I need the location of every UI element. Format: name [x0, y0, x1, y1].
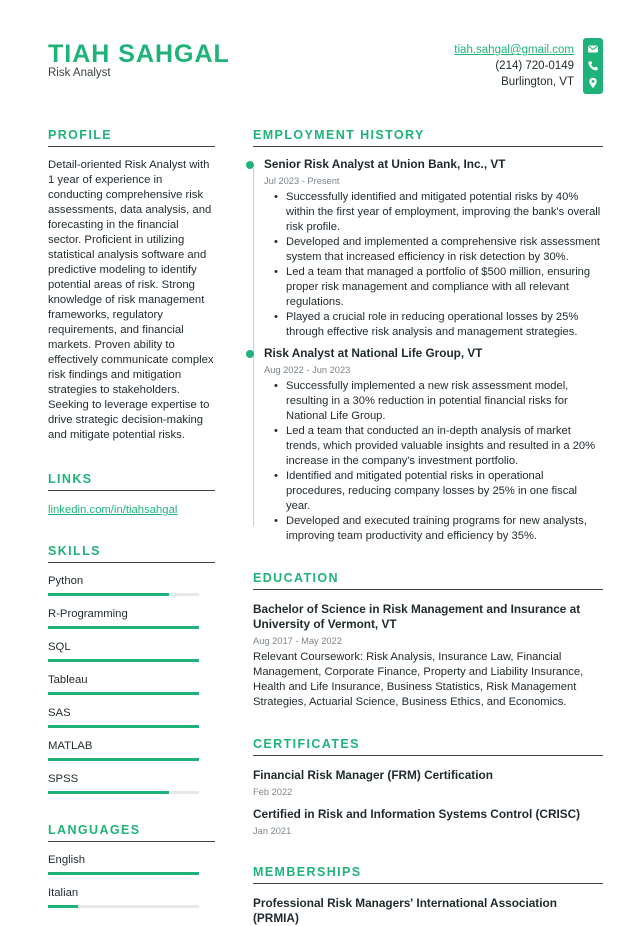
list-item: • Developed and executed training programs for new analysts, improving team productivity and efficiency by 35%. — [286, 514, 603, 544]
skill-level-fill — [48, 758, 199, 761]
location-pin-icon — [587, 77, 599, 89]
certificates-section — [253, 737, 603, 837]
language-item — [48, 886, 215, 908]
job-title: Risk Analyst at National Life Group, VT — [264, 346, 483, 360]
job-dates: Aug 2022 - Jun 2023 — [264, 365, 351, 375]
skill-name: SAS — [48, 707, 71, 719]
skill-name: R-Programming — [48, 608, 128, 620]
skill-item — [48, 739, 215, 761]
list-item: • Developed and implemented a comprehensive risk assessment system that increased efficiency in risk detection by 30%. — [286, 235, 603, 265]
skill-name: SPSS — [48, 773, 79, 785]
phone-icon — [587, 60, 599, 72]
job-title: Senior Risk Analyst at Union Bank, Inc., VT — [264, 157, 506, 171]
list-item: • Led a team that conducted an in-depth analysis of market trends, which provided valuable insights and resulted in a 20% increase in the company's investment portfolio. — [286, 424, 603, 469]
language-level-fill — [48, 872, 199, 875]
skill-item — [48, 574, 215, 596]
languages-section — [48, 823, 215, 908]
skill-name: Tableau — [48, 674, 88, 686]
envelope-icon — [587, 43, 599, 55]
location-text: Burlington, VT — [501, 76, 574, 88]
profile-heading: PROFILE — [48, 128, 112, 142]
certificate-date: Feb 2022 — [253, 787, 293, 797]
language-name: Italian — [48, 887, 79, 899]
email-link[interactable]: tiah.sahgal@gmail.com — [454, 44, 574, 56]
divider — [253, 883, 603, 884]
skill-level-bar — [48, 593, 199, 596]
profile-section — [48, 128, 215, 443]
skill-level-fill — [48, 725, 199, 728]
divider — [48, 841, 215, 842]
skills-section — [48, 544, 215, 794]
skill-name: MATLAB — [48, 740, 93, 752]
skill-level-fill — [48, 593, 169, 596]
certificate-name: Certified in Risk and Information Systems Control (CRISC) — [253, 807, 581, 821]
skill-name: SQL — [48, 641, 71, 653]
divider — [253, 146, 603, 147]
timeline-dot — [246, 161, 254, 169]
certificate-date: Jan 2021 — [253, 826, 292, 836]
divider — [253, 589, 603, 590]
list-item: • Successfully identified and mitigated potential risks by 40% within the first year of employment, improving the bank's overall risk profile. — [286, 190, 603, 235]
job-entry — [253, 157, 603, 340]
employment-heading: EMPLOYMENT HISTORY — [253, 128, 425, 142]
timeline-dot — [246, 350, 254, 358]
linkedin-link[interactable]: linkedin.com/in/tiahsahgal — [48, 504, 178, 516]
language-name: English — [48, 854, 86, 866]
list-item: • Successfully implemented a new risk assessment model, resulting in a 30% reduction in potential financial risks for National Life Group. — [286, 379, 603, 424]
skills-heading: SKILLS — [48, 544, 101, 558]
language-item — [48, 853, 215, 875]
skill-level-bar — [48, 791, 199, 794]
skill-level-fill — [48, 659, 199, 662]
divider — [253, 755, 603, 756]
links-section — [48, 472, 215, 516]
list-item: • Identified and mitigated potential risks in operational procedures, reducing company losses by 25% in one fiscal year. — [286, 469, 603, 514]
memberships-section — [253, 865, 603, 926]
candidate-name: TIAH SAHGAL — [48, 40, 230, 68]
candidate-role: Risk Analyst — [48, 67, 111, 79]
links-heading: LINKS — [48, 472, 93, 486]
education-heading: EDUCATION — [253, 571, 339, 585]
language-level-fill — [48, 905, 78, 908]
job-bullets — [264, 190, 603, 340]
skill-level-bar — [48, 659, 199, 662]
education-section — [253, 571, 603, 710]
divider — [48, 562, 215, 563]
languages-heading: LANGUAGES — [48, 823, 141, 837]
job-entry — [253, 346, 603, 544]
skill-level-bar — [48, 758, 199, 761]
skill-level-bar — [48, 626, 199, 629]
right-column — [253, 128, 603, 926]
language-level-bar — [48, 872, 199, 875]
certificate-name: Financial Risk Manager (FRM) Certification — [253, 768, 493, 782]
membership-name: Professional Risk Managers' International Association (PRMIA) — [253, 896, 557, 925]
list-item: • Led a team that managed a portfolio of $500 million, ensuring proper risk management and compliance with all relevant regulations. — [286, 265, 603, 310]
left-column — [48, 128, 215, 908]
skill-item — [48, 673, 215, 695]
skill-item — [48, 607, 215, 629]
skill-item — [48, 640, 215, 662]
employment-section — [253, 128, 603, 544]
skill-level-bar — [48, 692, 199, 695]
certificates-heading: CERTIFICATES — [253, 737, 360, 751]
contact-block — [454, 42, 574, 90]
job-bullets — [264, 379, 603, 544]
divider — [48, 146, 215, 147]
divider — [48, 490, 215, 491]
skill-name: Python — [48, 575, 84, 587]
skill-level-fill — [48, 791, 169, 794]
skill-level-fill — [48, 626, 199, 629]
profile-text: Detail-oriented Risk Analyst with 1 year of experience in conducting comprehensive risk assessments, data analysis, and forecasting in the financial sector. Proficient in utilizing statistical analysis software and predictive modeling to identify potential areas of risk. Strong knowledge of risk management frameworks, regulatory requirements, and financial markets. Proven ability to effectively communicate complex risk findings and mitigation strategies to stakeholders. Seeking to leverage expertise to drive strategic decision-making and mitigate potential risks. — [48, 159, 214, 441]
language-level-bar — [48, 905, 199, 908]
coursework-text: Relevant Coursework: Risk Analysis, Insurance Law, Financial Management, Corporate Finance, Property and Liability Insurance, Health and Life Insurance, Business Statistics, Risk Management Strategies, Actuarial Science, Business Ethics, and Economics. — [253, 651, 584, 708]
skill-item — [48, 772, 215, 794]
memberships-heading: MEMBERSHIPS — [253, 865, 362, 879]
job-dates: Jul 2023 - Present — [264, 176, 340, 186]
skill-level-fill — [48, 692, 199, 695]
skill-item — [48, 706, 215, 728]
skill-level-bar — [48, 725, 199, 728]
contact-icon-bar — [583, 38, 603, 94]
phone-text: (214) 720-0149 — [495, 60, 574, 72]
list-item: • Played a crucial role in reducing operational losses by 25% through effective risk analysis and management strategies. — [286, 310, 603, 340]
education-dates: Aug 2017 - May 2022 — [253, 636, 342, 646]
degree-title: Bachelor of Science in Risk Management and Insurance at University of Vermont, VT — [253, 602, 581, 631]
